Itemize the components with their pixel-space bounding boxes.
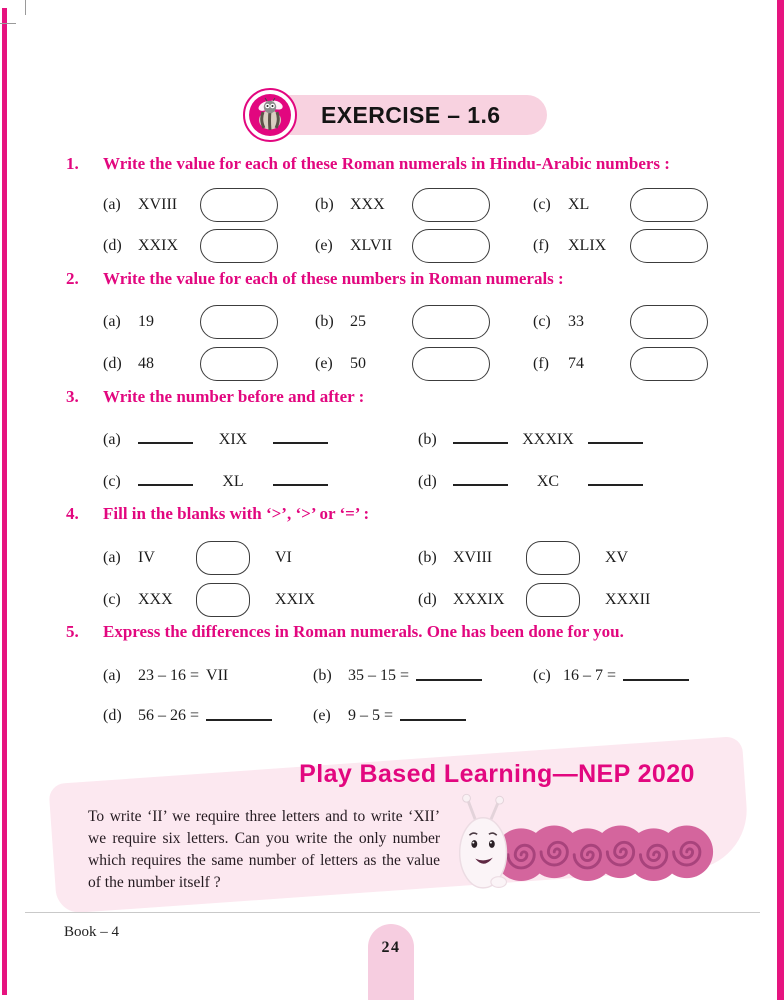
answer-blank [588, 442, 643, 444]
q4-row-2 [103, 581, 727, 619]
exercise-item [103, 541, 418, 575]
exercise-item [103, 188, 315, 222]
exercise-title: EXERCISE – 1.6 [321, 102, 501, 128]
item-value: XXX [350, 196, 385, 213]
left-value: XVIII [453, 549, 493, 566]
answer-blank [138, 442, 193, 444]
exercise-item [315, 347, 533, 381]
exercise-item [313, 667, 533, 685]
right-value: VI [275, 549, 292, 566]
right-value: XXXII [605, 591, 651, 608]
exercise-item [103, 347, 315, 381]
item-value: XLVII [350, 237, 393, 254]
left-value: XXXIX [453, 591, 505, 608]
answer-box [412, 305, 490, 339]
answer-box [200, 347, 278, 381]
q2-row-1 [103, 303, 727, 341]
footer-rule [25, 912, 760, 913]
question-text: Write the number before and after : [103, 387, 365, 406]
play-based-learning-title: Play Based Learning—NEP 2020 [299, 760, 695, 788]
answer-blank [623, 679, 689, 681]
item-label: (a) [103, 196, 121, 213]
item-value: XLIX [568, 237, 607, 254]
item-label: (c) [533, 196, 551, 213]
question-number: 5. [66, 622, 79, 641]
q2-row-2 [103, 345, 727, 383]
answer-box [196, 541, 250, 575]
q3-row-1 [103, 427, 727, 453]
expression: 16 – 7 = [563, 667, 617, 684]
play-based-learning-text: To write ‘II’ we require three letters and to write ‘XII’ we require six letters. Can you write the only number which requires the same number of letters as the value of the number itself ? [88, 808, 440, 891]
right-value: XV [605, 549, 629, 566]
exercise-item [533, 347, 727, 381]
q5-row-2 [103, 703, 727, 729]
item-label: (d) [418, 591, 437, 608]
item-value: XL [568, 196, 590, 213]
exercise-item [533, 229, 727, 263]
item-label: (e) [313, 707, 331, 724]
question-number: 2. [66, 269, 79, 288]
expression: 23 – 16 = [138, 667, 200, 684]
q3-row-2 [103, 469, 727, 495]
crop-mark [25, 0, 26, 15]
answer-box [630, 229, 708, 263]
answer-box [196, 583, 250, 617]
item-value: 48 [138, 355, 154, 372]
q5-row-1 [103, 663, 727, 689]
answer-box [200, 188, 278, 222]
exercise-item [313, 707, 727, 725]
item-label: (b) [315, 196, 334, 213]
question-text: Write the value for each of these numbers in Roman numerals : [103, 269, 564, 288]
expression: 9 – 5 = [348, 707, 394, 724]
left-value: IV [138, 549, 155, 566]
item-label: (f) [533, 237, 549, 254]
crop-mark [0, 23, 16, 24]
question-number: 4. [66, 504, 79, 523]
item-value: XXIX [138, 237, 178, 254]
item-value: 74 [568, 355, 584, 372]
question-2-heading [66, 269, 746, 289]
caterpillar-illustration [448, 792, 716, 903]
item-label: (c) [533, 667, 551, 684]
item-label: (a) [103, 549, 121, 566]
exercise-item [103, 431, 418, 449]
answer-blank [588, 484, 643, 486]
exercise-item [418, 541, 727, 575]
answer-box [200, 229, 278, 263]
exercise-item [418, 583, 727, 617]
exercise-item [315, 188, 533, 222]
question-4-heading [66, 504, 746, 524]
exercise-item [103, 305, 315, 339]
badge-circle [243, 88, 297, 142]
item-value: 19 [138, 313, 154, 330]
item-label: (f) [533, 355, 549, 372]
question-3-heading [66, 387, 746, 407]
item-label: (a) [103, 431, 121, 448]
item-value: XL [222, 473, 244, 490]
question-number: 3. [66, 387, 79, 406]
q1-row-2 [103, 227, 727, 265]
answer-blank [453, 484, 508, 486]
expression: 56 – 26 = [138, 707, 200, 724]
question-text: Express the differences in Roman numerals. One has been done for you. [103, 622, 624, 641]
answer-box [412, 229, 490, 263]
item-label: (c) [103, 473, 121, 490]
bee-icon [249, 94, 291, 136]
right-edge-stripe [777, 0, 784, 1000]
question-text: Write the value for each of these Roman numerals in Hindu-Arabic numbers : [103, 154, 670, 173]
right-value: XXIX [275, 591, 315, 608]
exercise-item [103, 229, 315, 263]
exercise-item [315, 305, 533, 339]
exercise-item [533, 188, 727, 222]
item-label: (b) [315, 313, 334, 330]
question-1-heading [66, 154, 746, 174]
item-value: XXXIX [522, 431, 574, 448]
exercise-item [418, 473, 727, 491]
exercise-item [533, 305, 727, 339]
page-number: 24 [381, 939, 401, 956]
expression: 35 – 15 = [348, 667, 410, 684]
item-label: (b) [418, 431, 437, 448]
item-value: XVIII [138, 196, 178, 213]
answer-blank [453, 442, 508, 444]
item-label: (e) [315, 355, 333, 372]
item-label: (d) [103, 355, 122, 372]
answer-blank [400, 719, 466, 721]
answer-value: VII [206, 667, 229, 684]
exercise-item [103, 707, 313, 725]
answer-box [200, 305, 278, 339]
exercise-item [533, 667, 727, 685]
item-label: (a) [103, 667, 121, 684]
item-label: (d) [103, 237, 122, 254]
item-value: 50 [350, 355, 366, 372]
page-number-tab [368, 924, 414, 1000]
item-label: (d) [103, 707, 122, 724]
answer-blank [273, 442, 328, 444]
exercise-item [103, 583, 418, 617]
q4-row-1 [103, 539, 727, 577]
answer-blank [138, 484, 193, 486]
item-value: XIX [218, 431, 248, 448]
exercise-badge [243, 88, 547, 142]
answer-box [630, 188, 708, 222]
exercise-item [418, 431, 727, 449]
exercise-item [103, 667, 313, 685]
answer-box [526, 541, 580, 575]
answer-box [526, 583, 580, 617]
item-label: (d) [418, 473, 437, 490]
item-label: (e) [315, 237, 333, 254]
item-label: (a) [103, 313, 121, 330]
answer-blank [273, 484, 328, 486]
left-value: XXX [138, 591, 173, 608]
question-number: 1. [66, 154, 79, 173]
item-value: 25 [350, 313, 366, 330]
question-5-heading [66, 622, 746, 642]
answer-box [630, 347, 708, 381]
item-label: (b) [418, 549, 437, 566]
exercise-item [315, 229, 533, 263]
left-edge-stripe [2, 8, 7, 995]
item-label: (c) [103, 591, 121, 608]
book-label: Book – 4 [64, 924, 120, 940]
answer-blank [206, 719, 272, 721]
question-text: Fill in the blanks with ‘>’, ‘>’ or ‘=’ : [103, 504, 370, 523]
item-label: (c) [533, 313, 551, 330]
answer-box [630, 305, 708, 339]
answer-box [412, 347, 490, 381]
q1-row-1 [103, 186, 727, 224]
item-value: XC [536, 473, 560, 490]
answer-blank [416, 679, 482, 681]
exercise-item [103, 473, 418, 491]
item-value: 33 [568, 313, 584, 330]
item-label: (b) [313, 667, 332, 684]
answer-box [412, 188, 490, 222]
